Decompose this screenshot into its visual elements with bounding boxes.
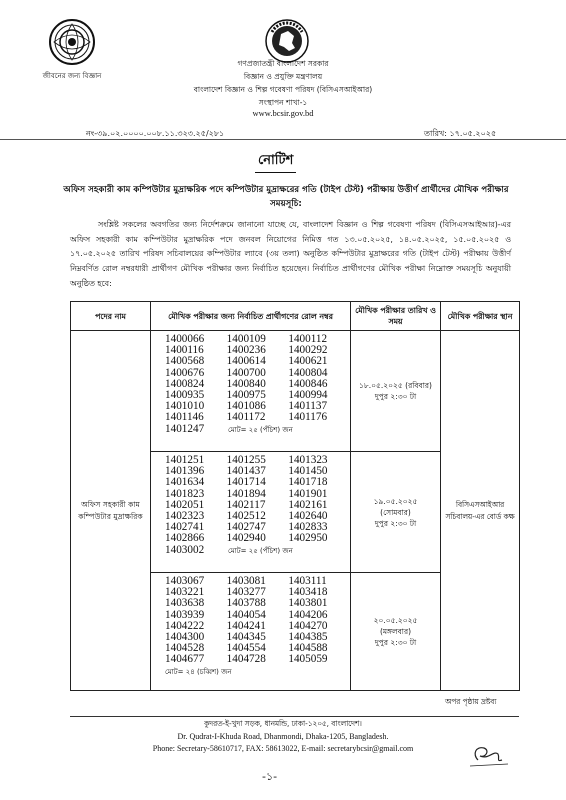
roll-number: 1404554 xyxy=(226,642,266,655)
roll-number: 1404677 xyxy=(165,653,205,666)
header-divider xyxy=(0,139,566,140)
notice-title: নোটিশ xyxy=(255,151,296,173)
roll-number: 1404588 xyxy=(288,642,328,655)
roll-number: 1404300 xyxy=(165,631,205,644)
roll-number: 1400236 xyxy=(226,344,266,357)
schedule-table xyxy=(70,301,520,691)
roll-row xyxy=(165,533,350,544)
roll-number: 1403221 xyxy=(165,586,205,599)
roll-number: 1401437 xyxy=(226,465,266,478)
roll-number: 1403788 xyxy=(226,597,266,610)
roll-number: 1402512 xyxy=(226,510,266,523)
exam-date: ২০.০৫.২০২৫ xyxy=(373,616,418,625)
roll-number: 1404222 xyxy=(165,619,205,632)
header-post: পদের নাম xyxy=(71,302,151,331)
roll-total: মোট= ২৫ (পঁচিশ) জন xyxy=(228,425,293,434)
roll-number: 1400804 xyxy=(288,366,328,379)
roll-number: 1401137 xyxy=(288,400,328,413)
roll-row xyxy=(165,424,350,436)
exam-datetime xyxy=(351,331,441,452)
roll-row xyxy=(165,477,350,488)
exam-datetime xyxy=(351,573,441,691)
roll-number: 1401894 xyxy=(226,487,266,500)
roll-number: 1401718 xyxy=(288,476,328,489)
roll-number: 1400824 xyxy=(165,377,205,390)
roll-number: 1404206 xyxy=(288,608,328,621)
footer-address-bn: কুদরত-ই-খুদা সড়ক, ধানমন্ডি, ঢাকা-১২০৫, বাংলাদেশ। xyxy=(204,719,362,728)
header-line-1: গণপ্রজাতন্ত্রী বাংলাদেশ সরকার xyxy=(237,59,329,68)
roll-number: 1400700 xyxy=(226,366,266,379)
table-header-row xyxy=(71,302,520,331)
roll-number: 1400614 xyxy=(226,355,266,368)
roll-row xyxy=(165,412,350,423)
roll-number: 1403002 xyxy=(165,543,205,556)
roll-number: 1404345 xyxy=(226,631,266,644)
roll-number: 1404528 xyxy=(165,642,205,655)
roll-number: 1401251 xyxy=(165,454,205,466)
roll-number: 1400112 xyxy=(288,333,328,345)
header-line-4: সংস্থাপন শাখা-১ xyxy=(258,98,308,107)
roll-number: 1401714 xyxy=(226,476,266,489)
notice-body: সংশ্লিষ্ট সকলের অবগতির জন্য নির্দেশক্রমে জানানো যাচ্ছে যে, বাংলাদেশ বিজ্ঞান ও শিল্প গবেষণা পরিষদ (বিসিএসআইআর)-এর অফিস সহকারী কাম কম্পিউটার মুদ্রাক্ষরিক পদে জনবল নিয়োগের নিমিত্ত গত ১৩.০৫.২০২৫, ১৪.০৫.২০২৫, ১৫.০৫.২০২৫ ও ১৭.০৫.২০২৫ তারিখ পরিষদ সচিবালয়ের কম্পিউটার ল্যাবে (৩য় তলা) অনুষ্ঠিত কম্পিউটার মুদ্রাক্ষরের গতি (টাইপ টেস্ট) পরীক্ষায় উত্তীর্ণ নিম্নবর্ণিত রোল নম্বরধারী প্রার্থীগণ মৌখিক পরীক্ষার জন্য নির্বাচিত হয়েছেন। নির্বাচিত প্রার্থীগণের মৌখিক পরীক্ষা নিম্নোক্ত সময়সূচি অনুযায়ী অনুষ্ঠিত হবে: xyxy=(70,220,511,288)
roll-number: 1401010 xyxy=(165,400,205,413)
roll-number: 1400975 xyxy=(226,389,266,402)
roll-number: 1403418 xyxy=(288,586,328,599)
roll-number: 1400109 xyxy=(226,333,266,345)
roll-number: 1402950 xyxy=(288,532,328,545)
footer-address-en: Dr. Qudrat-I-Khuda Road, Dhanmondi, Dhaka-1205, Bangladesh. xyxy=(177,732,389,741)
roll-number: 1400840 xyxy=(226,377,266,390)
roll-number: 1401450 xyxy=(288,465,328,478)
roll-number: 1400568 xyxy=(165,355,205,368)
roll-number: 1401176 xyxy=(288,411,328,424)
roll-row xyxy=(165,598,350,609)
roll-number: 1402940 xyxy=(226,532,266,545)
roll-number: 1403801 xyxy=(288,597,328,610)
roll-row xyxy=(165,545,350,557)
roll-list xyxy=(151,573,351,691)
roll-row xyxy=(165,654,350,665)
roll-number: 1400846 xyxy=(288,377,328,390)
roll-number: 1402741 xyxy=(165,521,205,534)
roll-number: 1400935 xyxy=(165,389,205,402)
roll-number: 1403277 xyxy=(226,586,266,599)
continued-note: অপর পৃষ্ঠায় দ্রষ্টব্য xyxy=(445,697,497,706)
roll-list xyxy=(151,331,351,452)
roll-total: মোট= ২৫ (পঁচিশ) জন xyxy=(228,546,293,555)
header-venue: মৌখিক পরীক্ষার স্থান xyxy=(441,302,520,331)
roll-number: 1401255 xyxy=(226,454,266,466)
roll-total: মোট= ২৪ (চব্বিশ) জন xyxy=(165,667,232,676)
roll-number: 1402051 xyxy=(165,498,205,511)
roll-number: 1405059 xyxy=(288,653,328,666)
footer-contact: Phone: Secretary-58610717, FAX: 58613022, E-mail: secretarybcsir@gmail.com xyxy=(152,744,414,753)
roll-number: 1402640 xyxy=(288,510,328,523)
roll-number: 1402161 xyxy=(288,498,328,511)
roll-number: 1401396 xyxy=(165,465,205,478)
website: www.bcsir.gov.bd xyxy=(252,108,314,118)
page-number: -১- xyxy=(262,770,278,783)
reference-number: নং-৩৯.০২.০০০০.০০৮.১১.৩২৩.২৫/২৮১ xyxy=(86,129,225,138)
roll-row xyxy=(165,356,350,367)
roll-number: 1400116 xyxy=(165,344,204,357)
signature-mark xyxy=(468,742,514,768)
roll-number: 1404241 xyxy=(226,619,266,632)
roll-number: 1400292 xyxy=(288,344,328,357)
roll-number: 1404385 xyxy=(288,631,328,644)
notice-date: তারিখ: ১৭.০৫.২০২৫ xyxy=(424,129,497,138)
roll-number: 1404054 xyxy=(226,608,266,621)
exam-datetime xyxy=(351,452,441,573)
roll-number: 1402323 xyxy=(165,510,205,523)
roll-number: 1401323 xyxy=(288,454,328,466)
roll-number: 1401901 xyxy=(288,487,328,500)
bcsir-logo xyxy=(48,18,96,66)
footer-divider xyxy=(70,716,519,717)
table-row xyxy=(71,331,520,452)
roll-number: 1401146 xyxy=(165,411,204,424)
roll-number: 1404270 xyxy=(288,619,328,632)
exam-day: (মঙ্গলবার) xyxy=(379,627,412,636)
roll-number: 1402747 xyxy=(226,521,266,534)
roll-number: 1400676 xyxy=(165,366,205,379)
roll-list xyxy=(151,452,351,573)
exam-time: দুপুর ২:৩০ টা xyxy=(374,638,417,647)
roll-number: 1401247 xyxy=(165,422,205,435)
exam-venue: বিসিএসআইআর সচিবালয়-এর বোর্ড কক্ষ xyxy=(441,331,520,691)
roll-number: 1401086 xyxy=(226,400,266,413)
roll-number: 1404728 xyxy=(226,653,266,666)
exam-date: ১৯.০৫.২০২৫ xyxy=(373,496,418,506)
roll-number: 1400994 xyxy=(288,389,328,402)
roll-number: 1402833 xyxy=(288,521,328,534)
roll-total-row xyxy=(165,666,350,678)
exam-date: ১৮.০৫.২০২৫ (রবিবার) xyxy=(359,381,432,390)
exam-day: (সোমবার) xyxy=(380,507,411,517)
exam-time: দুপুর ২:৩০ টা xyxy=(374,392,417,401)
notice-subject: অফিস সহকারী কাম কম্পিউটার মুদ্রাক্ষরিক পদে কম্পিউটার মুদ্রাক্ষরের গতি (টাইপ টেস্ট) পরীক্ষায় উত্তীর্ণ প্রার্থীদের মৌখিক পরীক্ষার সময়সূচি: xyxy=(63,185,509,209)
roll-number: 1400066 xyxy=(165,333,205,345)
roll-number: 1403638 xyxy=(165,597,205,610)
roll-number: 1403939 xyxy=(165,608,205,621)
roll-number: 1400621 xyxy=(288,355,328,368)
logo-caption: জীবনের জন্য বিজ্ঞান xyxy=(42,72,102,80)
roll-number: 1402866 xyxy=(165,532,205,545)
roll-number: 1401823 xyxy=(165,487,205,500)
roll-number: 1401634 xyxy=(165,476,205,489)
header-line-2: বিজ্ঞান ও প্রযুক্তি মন্ত্রণালয় xyxy=(243,72,323,81)
post-name: অফিস সহকারী কাম কম্পিউটার মুদ্রাক্ষরিক xyxy=(71,331,151,691)
exam-time: দুপুর ২:৩০ টা xyxy=(374,518,417,528)
header-line-3: বাংলাদেশ বিজ্ঞান ও শিল্প গবেষণা পরিষদ (বিসিএসআইআর) xyxy=(193,85,373,94)
roll-number: 1402117 xyxy=(226,498,266,511)
header-datetime: মৌখিক পরীক্ষার তারিখ ও সময় xyxy=(351,302,441,331)
roll-number: 1403081 xyxy=(226,575,266,587)
roll-number: 1401172 xyxy=(226,411,266,424)
roll-number: 1403067 xyxy=(165,575,205,587)
roll-number: 1403111 xyxy=(288,575,327,587)
header-rolls: মৌখিক পরীক্ষার জন্য নির্বাচিত প্রার্থীগণের রোল নম্বর xyxy=(151,302,351,331)
